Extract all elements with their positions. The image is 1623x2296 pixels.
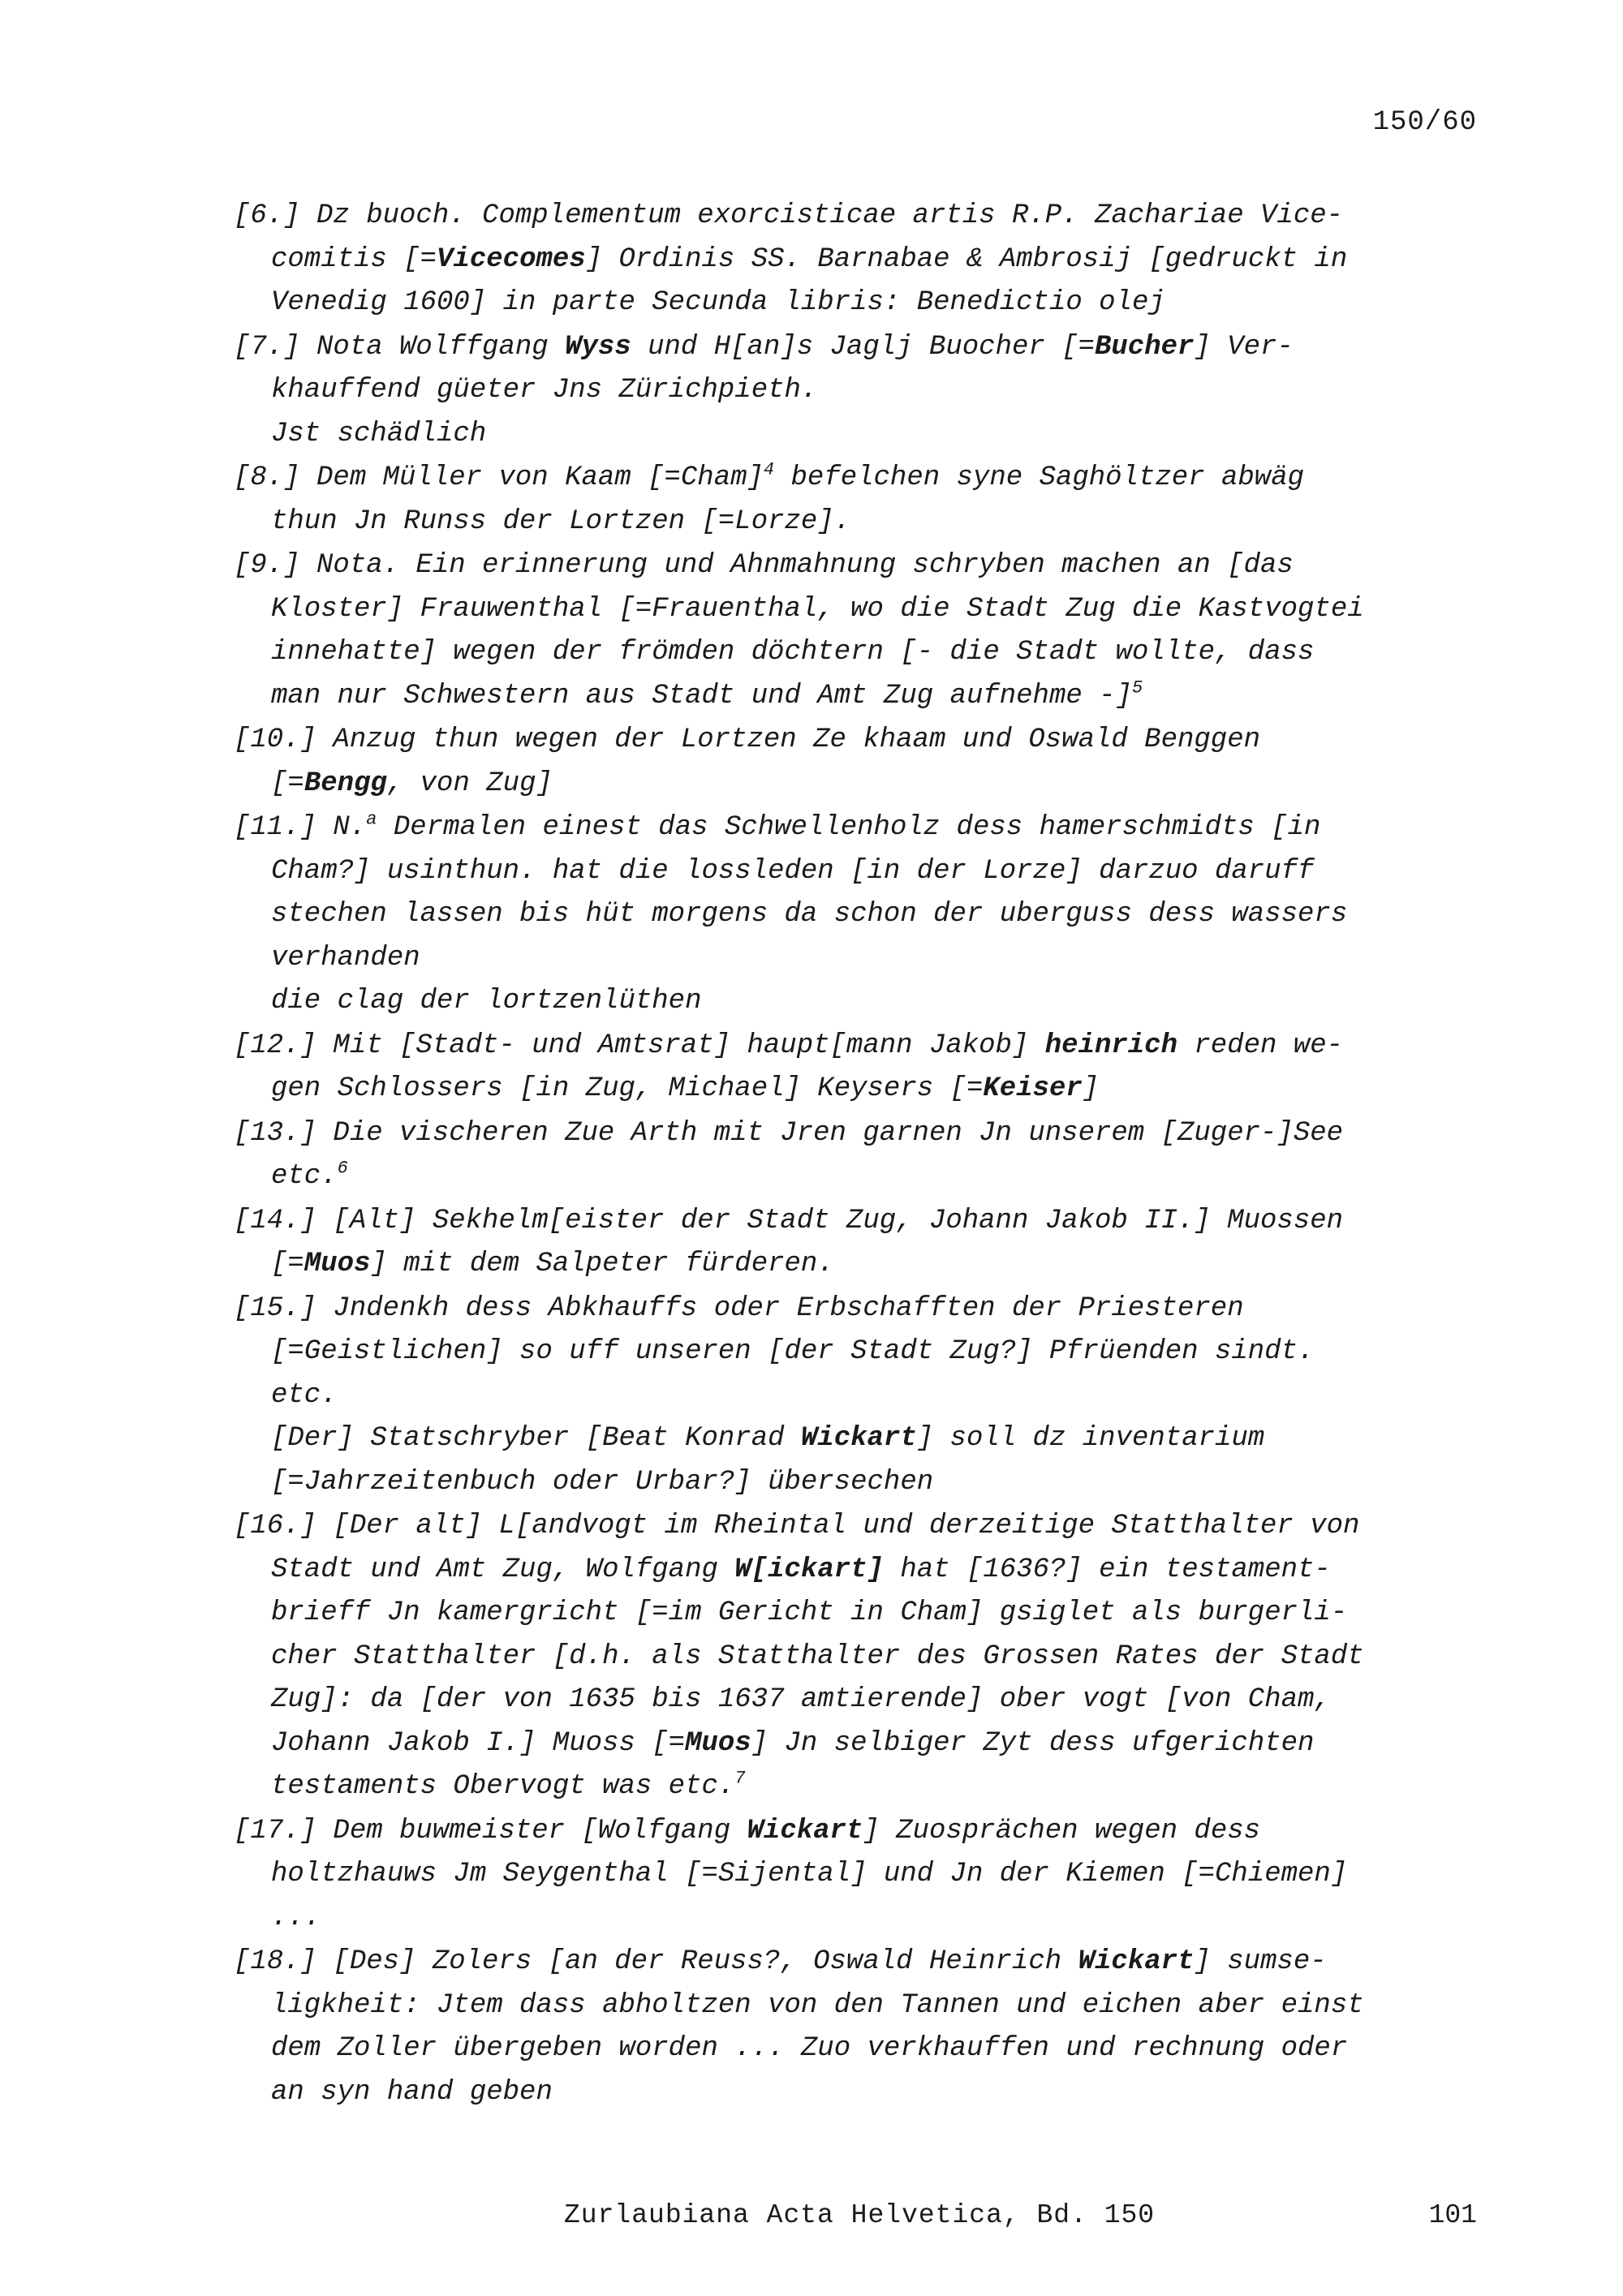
- entry-line: [271, 1461, 1483, 1505]
- entry-line: [271, 1636, 1483, 1679]
- text-run: [=Geistlichen] so uff unseren [der Stadt Zug?] Pfrüenden sindt.: [271, 1336, 1315, 1367]
- entry-line: [271, 1331, 1483, 1374]
- text-run: ] soll dz inventarium: [916, 1423, 1265, 1454]
- entry-line: [271, 501, 1483, 544]
- entry-16: [234, 1505, 1483, 1809]
- text-run: [10.] Anzug thun wegen der Lortzen Ze khaam und Oswald Benggen: [234, 724, 1261, 755]
- entry-line: [271, 893, 1483, 937]
- entry-18: [234, 1941, 1483, 2114]
- entry-12: [234, 1025, 1483, 1111]
- text-run: an syn hand geben: [271, 2076, 553, 2108]
- entry-6: [234, 195, 1483, 325]
- text-run: hat [1636?] ein testament-: [883, 1554, 1331, 1585]
- entry-11: [234, 806, 1483, 1024]
- text-run: [15.] Jndenkh dess Abkhauffs oder Erbschafften der Priesteren: [234, 1292, 1244, 1324]
- text-run: die clag der lortzenlüthen: [271, 986, 702, 1017]
- entry-line: [234, 326, 1483, 370]
- emphasized-name: Wyss: [565, 331, 631, 363]
- emphasized-name: Wickart: [747, 1815, 863, 1847]
- entry-7: [234, 326, 1483, 457]
- entry-line: [234, 719, 1483, 763]
- emphasized-name: Vicecomes: [437, 243, 586, 275]
- entry-line: [234, 1200, 1483, 1244]
- text-run: [8.] Dem Müller von Kaam [=Cham]: [234, 462, 764, 493]
- entry-line: [271, 413, 1483, 457]
- text-run: [=Jahrzeitenbuch oder Urbar?] übersechen: [271, 1466, 934, 1498]
- entry-line: [271, 282, 1483, 325]
- entry-line: [271, 1549, 1483, 1593]
- text-run: [Der] Statschryber [Beat Konrad: [271, 1423, 801, 1454]
- entry-line: [271, 980, 1483, 1024]
- text-run: dem Zoller übergeben worden ... Zuo verkhauffen und rechnung oder: [271, 2033, 1348, 2064]
- entry-line: [271, 1679, 1483, 1722]
- footnote-ref: 5: [1131, 677, 1143, 699]
- entry-line: [234, 1025, 1483, 1068]
- text-run: ] sumse-: [1194, 1946, 1327, 1977]
- text-run: stechen lassen bis hüt morgens da schon der uberguss dess wassers: [271, 899, 1348, 930]
- emphasized-name: Muos: [304, 1249, 371, 1279]
- text-run: thun Jn Runss der Lortzen [=Lorze].: [271, 505, 851, 537]
- footnote-ref: a: [366, 809, 377, 830]
- text-run: [=: [271, 767, 304, 799]
- entry-line: [271, 1374, 1483, 1418]
- entry-line: [234, 806, 1483, 850]
- emphasized-name: Wickart: [800, 1423, 917, 1454]
- text-run: innehatte] wegen der frömden döchtern [- die Stadt wollte, dass: [271, 637, 1315, 668]
- text-run: [11.] N.: [234, 812, 367, 843]
- text-run: etc.: [271, 1161, 338, 1192]
- text-run: Jst schädlich: [271, 418, 487, 449]
- text-run: holtzhauws Jm Seygenthal [=Sijental] und Jn der Kiemen [=Chiemen]: [271, 1859, 1348, 1890]
- text-run: [7.] Nota Wolffgang: [234, 331, 566, 363]
- entry-line: [271, 1592, 1483, 1636]
- entry-line: [271, 1068, 1483, 1111]
- entry-line: [271, 1765, 1483, 1809]
- text-run: [16.] [Der alt] L[andvogt im Rheintal und derzeitige Statthalter von: [234, 1511, 1360, 1541]
- entry-line: [271, 675, 1483, 719]
- entry-17: [234, 1810, 1483, 1941]
- entry-line: [234, 1941, 1483, 1984]
- entry-line: [234, 1288, 1483, 1331]
- entry-10: [234, 719, 1483, 806]
- text-run: ] Jn selbiger Zyt dess ufgerichten: [751, 1727, 1315, 1759]
- text-run: gen Schlossers [in Zug, Michael] Keysers [=: [271, 1073, 984, 1104]
- footnote-ref: 6: [337, 1158, 348, 1179]
- entry-14: [234, 1200, 1483, 1287]
- footnote-ref: 4: [763, 459, 775, 480]
- text-run: ...: [271, 1902, 321, 1933]
- text-run: verhanden: [271, 942, 420, 974]
- entry-line: [271, 1243, 1483, 1287]
- entry-line: [234, 1810, 1483, 1854]
- text-run: comitis [=: [271, 243, 437, 275]
- entry-line: [271, 239, 1483, 282]
- entry-line: [271, 1155, 1483, 1199]
- entry-15: [234, 1288, 1483, 1505]
- text-run: Zug]: da [der von 1635 bis 1637 amtierende] ober vogt [von Cham,: [271, 1684, 1331, 1715]
- text-run: [18.] [Des] Zolers [an der Reuss?, Oswald Heinrich: [234, 1946, 1078, 1977]
- entry-line: [234, 1505, 1483, 1549]
- entry-line: [271, 588, 1483, 632]
- entry-8: [234, 457, 1483, 544]
- text-run: ] Ordinis SS. Barnabae & Ambrosij [gedruckt in: [585, 243, 1348, 275]
- footer-title: Zurlaubiana Acta Helvetica, Bd. 150: [564, 2200, 1156, 2230]
- text-run: ] Ver-: [1194, 331, 1294, 363]
- text-run: Kloster] Frauwenthal [=Frauenthal, wo die Stadt Zug die Kastvogtei: [271, 593, 1364, 625]
- text-run: brieff Jn kamergricht [=im Gericht in Cham] gsiglet als burgerli-: [271, 1597, 1348, 1628]
- text-run: ] Zuosprächen wegen dess: [863, 1815, 1261, 1847]
- entry-13: [234, 1112, 1483, 1199]
- footer-page-number: 101: [1428, 2200, 1477, 2230]
- entry-line: [271, 369, 1483, 413]
- text-run: [9.] Nota. Ein erinnerung und Ahnmahnung schryben machen an [das: [234, 550, 1294, 581]
- entry-line: [271, 1722, 1483, 1766]
- entry-line: [271, 631, 1483, 675]
- text-run: man nur Schwestern aus Stadt und Amt Zug aufnehme -]: [271, 680, 1132, 712]
- text-run: ligkheit: Jtem dass abholtzen von den Tannen und eichen aber einst: [271, 1989, 1364, 2021]
- text-run: [14.] [Alt] Sekhelm[eister der Stadt Zug, Johann Jakob II.] Muossen: [234, 1205, 1344, 1236]
- entry-line: [271, 850, 1483, 894]
- entry-line: [271, 763, 1483, 806]
- entry-line: [271, 2071, 1483, 2115]
- text-run: und H[an]s Jaglj Buocher [=: [631, 331, 1095, 363]
- entry-line: [271, 2027, 1483, 2071]
- text-run: khauffend güeter Jns Zürichpieth.: [271, 375, 818, 406]
- entry-9: [234, 544, 1483, 718]
- text-run: [6.] Dz buoch. Complementum exorcisticae artis R.P. Zachariae Vice-: [234, 200, 1344, 231]
- entry-line: [271, 937, 1483, 981]
- text-run: [12.] Mit [Stadt- und Amtsrat] haupt[mann Jakob]: [234, 1030, 1045, 1061]
- entry-line: [234, 457, 1483, 501]
- text-run: befelchen syne Saghöltzer abwäg: [774, 462, 1305, 493]
- text-run: Dermalen einest das Schwellenholz dess hamerschmidts [in: [377, 812, 1321, 843]
- text-run: Venedig 1600] in parte Secunda libris: Benedictio olej: [271, 287, 1165, 318]
- text-run: testaments Obervogt was etc.: [271, 1771, 735, 1802]
- entry-line: [271, 1897, 1483, 1941]
- text-run: , von Zug]: [386, 767, 553, 799]
- text-run: ] mit dem Salpeter fürderen.: [370, 1249, 834, 1279]
- emphasized-name: Bucher: [1095, 331, 1195, 363]
- entry-line: [271, 1984, 1483, 2028]
- footnote-ref: 7: [734, 1768, 746, 1789]
- text-run: Johann Jakob I.] Muoss [=: [271, 1727, 686, 1759]
- text-run: [17.] Dem buwmeister [Wolfgang: [234, 1815, 747, 1847]
- emphasized-name: W[ickart]: [734, 1554, 884, 1585]
- text-run: [=: [271, 1249, 304, 1279]
- text-run: reden we-: [1177, 1030, 1344, 1061]
- emphasized-name: heinrich: [1044, 1030, 1177, 1061]
- emphasized-name: Keiser: [983, 1073, 1083, 1104]
- emphasized-name: Bengg: [304, 767, 387, 799]
- text-run: etc.: [271, 1379, 338, 1411]
- text-run: cher Statthalter [d.h. als Statthalter des Grossen Rates der Stadt: [271, 1640, 1364, 1672]
- emphasized-name: Muos: [685, 1727, 751, 1759]
- entry-line: [234, 1112, 1483, 1156]
- entry-line: [271, 1417, 1483, 1461]
- page-reference: 150/60: [1372, 107, 1477, 138]
- text-run: Stadt und Amt Zug, Wolfgang: [271, 1554, 735, 1585]
- document-body: [234, 195, 1483, 2115]
- emphasized-name: Wickart: [1078, 1946, 1195, 1977]
- entry-line: [234, 195, 1483, 239]
- text-run: [13.] Die vischeren Zue Arth mit Jren garnen Jn unserem [Zuger-]See: [234, 1117, 1344, 1149]
- text-run: Cham?] usinthun. hat die lossleden [in der Lorze] darzuo daruff: [271, 855, 1315, 887]
- entry-line: [271, 1853, 1483, 1897]
- entry-line: [234, 544, 1483, 588]
- text-run: ]: [1082, 1073, 1100, 1104]
